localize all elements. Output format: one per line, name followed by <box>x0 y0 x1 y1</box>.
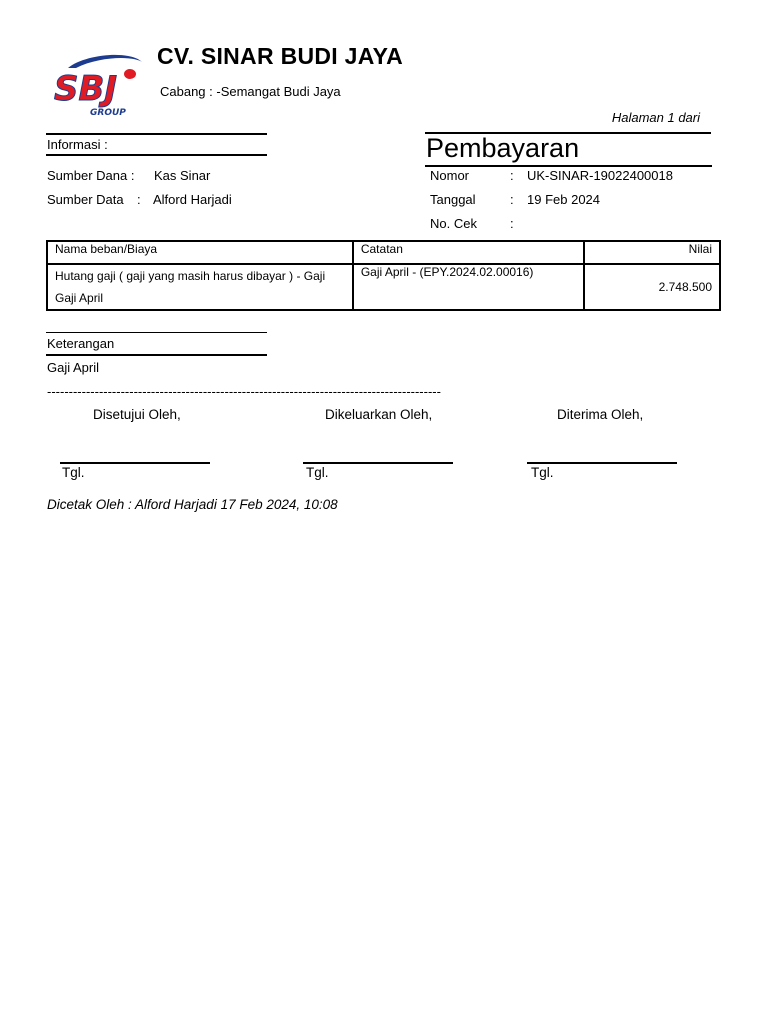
fund-source-value: Kas Sinar <box>154 168 211 183</box>
data-source-value: Alford Harjadi <box>153 192 232 207</box>
received-date-label: Tgl. <box>531 465 554 480</box>
column-header-amount: Nilai <box>584 241 720 264</box>
dashed-separator: ------------------------------------------------------------------------------------------- <box>47 384 441 399</box>
expense-name-cell: Hutang gaji ( gaji yang masih harus dibayar ) - Gaji Gaji April <box>47 264 353 310</box>
page-number: Halaman 1 dari <box>611 110 700 125</box>
date-label: Tanggal <box>430 192 476 207</box>
issued-by-label: Dikeluarkan Oleh, <box>325 407 433 422</box>
cheque-colon: : <box>510 216 514 231</box>
info-heading: Informasi : <box>47 137 108 152</box>
cheque-label: No. Cek <box>430 216 477 231</box>
remarks-bottom-rule <box>46 354 267 356</box>
data-source-label: Sumber Data <box>47 192 124 207</box>
title-bottom-rule <box>425 165 712 167</box>
column-header-note: Catatan <box>353 241 584 264</box>
amount-cell: 2.748.500 <box>584 264 720 310</box>
document-title: Pembayaran <box>426 133 580 163</box>
date-value: 19 Feb 2024 <box>527 192 601 207</box>
approved-signature-line <box>60 462 210 464</box>
issued-date-label: Tgl. <box>306 465 329 480</box>
column-header-expense-name: Nama beban/Biaya <box>47 241 353 264</box>
number-label: Nomor <box>430 168 470 183</box>
info-top-rule <box>46 133 267 135</box>
company-name: CV. SINAR BUDI JAYA <box>157 43 404 69</box>
info-bottom-rule <box>46 154 267 156</box>
remarks-heading: Keterangan <box>47 336 115 351</box>
table-row <box>47 264 720 310</box>
number-colon: : <box>510 168 514 183</box>
received-by-label: Diterima Oleh, <box>557 407 644 422</box>
date-colon: : <box>510 192 514 207</box>
table-header-row <box>47 241 720 264</box>
company-logo <box>50 52 146 118</box>
fund-source-label: Sumber Dana : <box>47 168 135 183</box>
logo-letters: SBJ <box>54 69 118 109</box>
approved-date-label: Tgl. <box>62 465 85 480</box>
note-cell: Gaji April - (EPY.2024.02.00016) <box>353 264 584 310</box>
approved-by-label: Disetujui Oleh, <box>93 407 181 422</box>
branch-name: Cabang : -Semangat Budi Jaya <box>160 84 341 99</box>
expense-table <box>46 240 721 311</box>
remarks-top-rule <box>46 332 267 333</box>
remarks-value: Gaji April <box>47 360 100 375</box>
number-value: UK-SINAR-19022400018 <box>527 168 673 183</box>
received-signature-line <box>527 462 677 464</box>
printed-by-footer: Dicetak Oleh : Alford Harjadi 17 Feb 2024, 10:08 <box>47 497 338 512</box>
logo-subtext: GROUP <box>90 108 126 118</box>
issued-signature-line <box>303 462 453 464</box>
data-source-colon: : <box>137 192 141 207</box>
